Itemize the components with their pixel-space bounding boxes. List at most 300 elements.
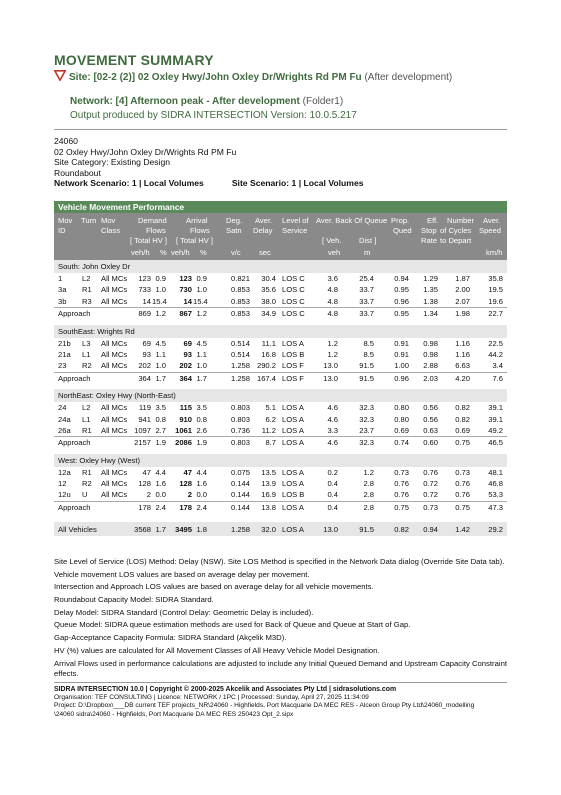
table-cell: 0.76: [423, 467, 438, 477]
table-cell: 2: [187, 490, 192, 500]
note-line: Vehicle movement LOS values are based on average delay per movement.: [54, 569, 310, 579]
table-cell: 0.76: [394, 490, 409, 500]
table-cell: 19.5: [488, 285, 503, 295]
table-cell: LOS F: [282, 373, 304, 383]
hdr-deg: Deg.: [226, 216, 243, 225]
table-cell: 35.6: [261, 285, 276, 295]
table-cell: 0.56: [423, 414, 438, 424]
table-cell: 1: [58, 274, 63, 283]
table-cell: R1: [82, 467, 92, 477]
hdr-to-depart: to Depart: [440, 236, 472, 245]
network-heading: [70, 96, 343, 107]
site-info: [54, 136, 364, 189]
table-cell: 178: [138, 502, 151, 512]
table-cell: 30.4: [261, 274, 276, 283]
table-row: [54, 296, 507, 307]
table-cell: 93: [183, 349, 192, 359]
table-cell: 0.514: [230, 349, 250, 359]
table-cell: 8.5: [363, 349, 374, 359]
table-cell: 0.63: [423, 425, 438, 435]
table-cell: 91.5: [359, 373, 374, 383]
approach-group-header: [54, 260, 507, 273]
table-cell: 3.5: [196, 403, 207, 413]
table-cell: L3: [82, 338, 91, 348]
table-cell: 1.0: [155, 285, 166, 295]
table-cell: 1.9: [196, 438, 207, 448]
hdr-arrival: Arrival: [186, 216, 208, 225]
site-label: Site: [02-2 (2)] 02 Oxley Hwy/John Oxley Dr/Wrights Rd PM Fu: [69, 72, 362, 83]
table-cell: All MCs: [101, 285, 128, 295]
yield-sign-icon: [54, 70, 66, 81]
table-cell: 1061: [175, 425, 192, 435]
table-cell: 1.258: [230, 373, 250, 383]
table-cell: 4.6: [327, 414, 338, 424]
note-line: HV (%) values are calculated for All Movement Classes of All Heavy Vehicle Model Designation.: [54, 645, 380, 655]
table-cell: 1.2: [327, 338, 338, 348]
table-cell: 0.144: [230, 479, 250, 489]
table-cell: 33.7: [359, 309, 374, 319]
table-cell: 4.6: [327, 403, 338, 413]
table-cell: 0.95: [394, 309, 409, 319]
table-cell: 0.514: [230, 338, 250, 348]
table-cell: 29.2: [488, 525, 503, 535]
table-cell: 910: [179, 414, 192, 424]
table-cell: L1: [82, 349, 91, 359]
table-cell: All MCs: [101, 296, 128, 306]
footer: [54, 682, 507, 719]
table-cell: 0.803: [230, 414, 250, 424]
table-cell: 3495: [175, 525, 192, 535]
hdr-service: Service: [282, 226, 308, 235]
site-name: 02 Oxley Hwy/John Oxley Dr/Wrights Rd PM Fu: [54, 146, 237, 157]
divider: [54, 129, 507, 130]
scenario-line: [54, 178, 364, 189]
hdr-mov2: Mov: [101, 216, 116, 225]
table-cell: 21b: [58, 338, 71, 348]
table-cell: 0.73: [423, 502, 438, 512]
table-cell: 1.00: [394, 361, 409, 371]
table-cell: 5.1: [265, 403, 276, 413]
note-line: Queue Model: SIDRA queue estimation methods are used for Back of Queue and Queue at Start of Gap.: [54, 620, 411, 630]
table-cell: 12: [58, 479, 67, 489]
table-cell: 867: [179, 309, 192, 319]
table-cell: 13.0: [323, 373, 338, 383]
table-cell: 32.3: [359, 414, 374, 424]
table-cell: 123: [179, 274, 192, 283]
table-cell: 0.853: [230, 309, 250, 319]
table-cell: 24a: [58, 414, 71, 424]
table-cell: 22.5: [488, 338, 503, 348]
table-cell: 0.98: [423, 349, 438, 359]
table-cell: 0.76: [394, 479, 409, 489]
table-cell: 0.72: [423, 479, 438, 489]
table-cell: All MCs: [101, 403, 128, 413]
unit-m: m: [364, 248, 371, 257]
table-cell: 1.16: [455, 349, 470, 359]
table-cell: 1.9: [155, 438, 166, 448]
approach-name: South: John Oxley Dr: [58, 262, 131, 271]
table-cell: 4.4: [196, 467, 207, 477]
table-cell: 167.4: [256, 373, 276, 383]
table-cell: 1.87: [455, 274, 470, 283]
table-cell: L2: [82, 274, 91, 283]
table-cell: 47: [142, 467, 151, 477]
table-cell: 0.0: [196, 490, 207, 500]
table-cell: 0.82: [455, 403, 470, 413]
table-cell: 0.98: [423, 338, 438, 348]
table-cell: LOS C: [282, 309, 305, 319]
table-cell: 0.76: [455, 490, 470, 500]
table-cell: 93: [142, 349, 151, 359]
table-cell: 3.3: [327, 425, 338, 435]
table-cell: 2.8: [363, 502, 374, 512]
footer-project: Project: D:\Dropbox\___DB current TEF projects_NR\24060 - Highfields, Port Macquarie DA MEC RES - Alceon Group Pty Ltd\24060_modelling: [54, 702, 475, 710]
table-cell: 1.2: [196, 309, 207, 319]
table-cell: LOS A: [282, 338, 304, 348]
table-cell: 4.8: [327, 309, 338, 319]
table-cell: 2.03: [423, 373, 438, 383]
hdr-level-of: Level of: [282, 216, 309, 225]
note-line: Arrival Flows used in performance calculations are adjusted to include any Initial Queued Demand and Upstream Capacity Constraint effects.: [54, 658, 507, 678]
table-cell: All Vehicles: [58, 525, 97, 535]
table-cell: All MCs: [101, 425, 128, 435]
table-cell: 0.73: [455, 467, 470, 477]
table-cell: 38.0: [261, 296, 276, 306]
table-cell: All MCs: [101, 490, 128, 500]
table-cell: 19.6: [488, 296, 503, 306]
footer-copyright: SIDRA INTERSECTION 10.0 | Copyright © 2000-2025 Akcelik and Associates Pty Ltd | sidrasolutions.com: [54, 686, 397, 693]
network-folder: (Folder1): [302, 96, 344, 107]
table-cell: 2086: [175, 438, 192, 448]
note-line: Roundabout Capacity Model: SIDRA Standard.: [54, 595, 214, 605]
table-cell: U: [82, 490, 88, 500]
table-cell: 91.5: [359, 361, 374, 371]
table-cell: 202: [179, 361, 192, 371]
table-cell: 26a: [58, 425, 71, 435]
table-cell: 0.9: [196, 274, 207, 283]
table-cell: LOS A: [282, 438, 304, 448]
movement-table: [54, 201, 507, 536]
hdr-back-queue: Aver. Back Of Queue: [316, 216, 388, 225]
table-cell: 1.6: [196, 479, 207, 489]
hdr-satn: Satn: [226, 226, 242, 235]
unit-sec: sec: [259, 248, 271, 257]
table-cell: 1.34: [423, 309, 438, 319]
table-row: [54, 273, 507, 284]
table-cell: 0.4: [327, 490, 338, 500]
site-scenario: Site Scenario: 1 | Local Volumes: [231, 178, 364, 189]
table-cell: R2: [82, 361, 92, 371]
note-line: Intersection and Approach LOS values are based on average delay for all vehicle movements.: [54, 582, 374, 592]
table-cell: 1.29: [423, 274, 438, 283]
hdr-total-hv2: [ Total HV ]: [176, 236, 214, 245]
table-cell: 11.1: [261, 338, 276, 348]
table-cell: 0.91: [394, 349, 409, 359]
table-cell: 1.16: [455, 338, 470, 348]
table-cell: LOS A: [282, 425, 304, 435]
table-cell: 2.7: [155, 425, 166, 435]
table-cell: 2.4: [196, 502, 207, 512]
approach-total-row: [54, 372, 507, 383]
table-cell: LOS C: [282, 296, 305, 306]
note-line: Gap-Acceptance Capacity Formula: SIDRA Standard (Akçelik M3D).: [54, 633, 287, 643]
table-cell: 48.1: [488, 467, 503, 477]
site-suffix: (After development): [364, 72, 453, 83]
site-heading: [54, 70, 524, 84]
output-line: Output produced by SIDRA INTERSECTION Version: 10.0.5.217: [70, 110, 357, 121]
unit-veh: veh: [328, 248, 341, 257]
table-row: [54, 425, 507, 436]
hdr-dist: Dist ]: [359, 236, 377, 245]
group-spacer: [54, 512, 507, 518]
hdr-of-cycles: of Cycles: [440, 226, 472, 235]
table-cell: LOS B: [282, 490, 305, 500]
approach-total-row: [54, 501, 507, 512]
table-cell: 33.7: [359, 296, 374, 306]
approach-group-header: [54, 325, 507, 338]
table-cell: 733: [138, 285, 151, 295]
table-cell: 4.8: [327, 285, 338, 295]
network-scenario: Network Scenario: 1 | Local Volumes: [54, 178, 204, 189]
hdr-aver: Aver.: [255, 216, 273, 225]
control-type: Roundabout: [54, 167, 101, 178]
table-cell: 1.7: [196, 373, 207, 383]
table-row: [54, 402, 507, 413]
table-cell: All MCs: [101, 274, 128, 283]
table-cell: 0.72: [423, 490, 438, 500]
table-cell: 13.5: [261, 467, 276, 477]
table-cell: 2.00: [455, 285, 470, 295]
table-cell: 14: [183, 296, 192, 306]
table-row: [54, 360, 507, 371]
table-row: [54, 478, 507, 489]
hdr-id: ID: [58, 226, 66, 235]
table-cell: 202: [138, 361, 151, 371]
table-cell: 15.4: [152, 296, 167, 306]
table-cell: Approach: [58, 309, 91, 319]
table-cell: 0.94: [394, 274, 409, 283]
table-cell: 0.75: [455, 502, 470, 512]
page-title: MOVEMENT SUMMARY: [54, 52, 214, 68]
hdr-flows: Flows: [146, 226, 166, 235]
unit-kmh: km/h: [486, 248, 503, 257]
hdr-veh: [ Veh.: [322, 236, 342, 245]
table-cell: 1.0: [196, 285, 207, 295]
table-cell: 364: [138, 373, 151, 383]
hdr-demand: Demand: [138, 216, 167, 225]
table-cell: L2: [82, 403, 91, 413]
table-cell: 0.82: [455, 414, 470, 424]
table-cell: LOS C: [282, 274, 305, 283]
table-cell: 0.853: [230, 296, 250, 306]
table-cell: All MCs: [101, 361, 128, 371]
table-cell: 0.4: [327, 502, 338, 512]
table-cell: 3.6: [327, 274, 338, 283]
table-cell: 69: [142, 338, 151, 348]
table-cell: 1097: [134, 425, 151, 435]
table-cell: 0.0: [155, 490, 166, 500]
table-cell: 1.42: [455, 525, 470, 535]
table-cell: LOS A: [282, 479, 304, 489]
table-cell: Approach: [58, 373, 91, 383]
table-cell: 2.8: [363, 479, 374, 489]
hdr-speed: Speed: [479, 226, 501, 235]
note-line: Site Level of Service (LOS) Method: Delay (NSW). Site LOS Method is specified in the Network Data dialog (Override Site Data tab).: [54, 557, 505, 566]
table-cell: 0.75: [455, 438, 470, 448]
site-id: 24060: [54, 136, 78, 146]
table-cell: 91.5: [359, 525, 374, 535]
table-cell: 13.0: [323, 361, 338, 371]
table-cell: R1: [82, 285, 92, 295]
table-cell: 8.5: [363, 338, 374, 348]
table-cell: Approach: [58, 438, 91, 448]
table-cell: 14: [142, 296, 151, 306]
footer-project-cont: \24060 sidra\24060 - Highfields, Port Macquarie DA MEC RES 250423 Opt_2.sipx: [54, 710, 294, 718]
table-cell: 2.6: [196, 425, 207, 435]
table-cell: 69: [183, 338, 192, 348]
hdr-rate: Rate: [421, 236, 438, 245]
table-cell: 49.2: [488, 425, 503, 435]
table-cell: 25.4: [359, 274, 374, 283]
table-cell: 4.5: [196, 338, 207, 348]
table-cell: LOS A: [282, 414, 304, 424]
table-cell: 1.7: [155, 525, 166, 535]
hdr-mov: Mov: [58, 216, 73, 225]
table-cell: R3: [82, 296, 92, 306]
approach-name: West: Oxley Hwy (West): [58, 455, 140, 465]
hdr-turn: Turn: [81, 216, 97, 225]
table-cell: 0.803: [230, 438, 250, 448]
table-cell: 32.0: [261, 525, 276, 535]
hdr-eff: Eff.: [427, 216, 439, 225]
table-cell: 119: [138, 403, 151, 413]
table-cell: 15.4: [193, 296, 208, 306]
table-cell: 2.4: [155, 502, 166, 512]
table-cell: 0.96: [394, 373, 409, 383]
table-cell: 3b: [58, 296, 67, 306]
table-cell: LOS B: [282, 349, 305, 359]
table-cell: 35.8: [488, 274, 503, 283]
hdr-prop: Prop.: [391, 216, 410, 225]
table-cell: 290.2: [256, 361, 276, 371]
table-cell: 0.76: [455, 479, 470, 489]
table-cell: 0.9: [155, 274, 166, 283]
table-cell: All MCs: [101, 467, 128, 477]
table-cell: 12a: [58, 467, 71, 477]
table-cell: 53.3: [488, 490, 503, 500]
table-cell: 0.60: [423, 438, 438, 448]
table-cell: 869: [138, 309, 151, 319]
table-cell: LOS A: [282, 502, 304, 512]
table-cell: 8.7: [265, 438, 276, 448]
approach-total-row: [54, 307, 507, 318]
table-cell: Approach: [58, 502, 91, 512]
table-cell: 0.91: [394, 338, 409, 348]
table-cell: LOS A: [282, 525, 304, 535]
table-row: [54, 489, 507, 500]
unit-pct: %: [160, 248, 167, 257]
table-cell: LOS C: [282, 285, 305, 295]
table-cell: R2: [82, 479, 92, 489]
unit-veh-h: veh/h: [131, 248, 150, 257]
table-row: [54, 467, 507, 478]
table-cell: 4.4: [155, 467, 166, 477]
table-cell: LOS A: [282, 403, 304, 413]
footer-organisation: Organisation: TEF CONSULTING | Licence: NETWORK / 1PC | Processed: Sunday, April 27, 2025 11:34:09: [54, 694, 369, 702]
table-cell: 0.80: [394, 414, 409, 424]
table-cell: 0.69: [394, 425, 409, 435]
table-cell: 23.7: [359, 425, 374, 435]
table-cell: 364: [179, 373, 192, 383]
table-cell: 2157: [134, 438, 151, 448]
hdr-stop: Stop: [421, 226, 437, 235]
table-cell: 0.144: [230, 490, 250, 500]
table-cell: 0.8: [155, 414, 166, 424]
table-cell: All MCs: [101, 349, 128, 359]
table-cell: 6.2: [265, 414, 276, 424]
table-cell: 1.98: [455, 309, 470, 319]
table-cell: 1.0: [155, 361, 166, 371]
hdr-class: Class: [101, 226, 120, 235]
table-cell: 1.0: [196, 361, 207, 371]
table-cell: 3.4: [492, 361, 503, 371]
table-cell: 0.74: [394, 438, 409, 448]
approach-name: SouthEast: Wrights Rd: [58, 326, 135, 336]
table-cell: 4.6: [327, 438, 338, 448]
table-cell: 11.2: [261, 425, 276, 435]
table-cell: 13.0: [323, 525, 338, 535]
table-cell: 13.9: [261, 479, 276, 489]
table-cell: 1.2: [327, 349, 338, 359]
site-category: Site Category: Existing Design: [54, 157, 171, 168]
table-cell: 3.5: [155, 403, 166, 413]
table-row: [54, 338, 507, 349]
table-cell: 39.1: [488, 414, 503, 424]
table-cell: 1.1: [155, 349, 166, 359]
table-row: [54, 284, 507, 295]
table-cell: 1.35: [423, 285, 438, 295]
table-cell: All MCs: [101, 338, 128, 348]
table-cell: 21a: [58, 349, 71, 359]
table-row: [54, 414, 507, 425]
table-cell: 0.144: [230, 502, 250, 512]
table-cell: All MCs: [101, 414, 128, 424]
table-cell: 0.80: [394, 403, 409, 413]
hdr-delay: Delay: [253, 226, 273, 235]
hdr-aver-speed: Aver.: [483, 216, 501, 225]
table-cell: 4.8: [327, 296, 338, 306]
unit-veh-h2: veh/h: [171, 248, 190, 257]
table-cell: 0.95: [394, 285, 409, 295]
table-cell: 34.9: [261, 309, 276, 319]
table-cell: 46.5: [488, 438, 503, 448]
table-header: [54, 213, 507, 260]
table-cell: 39.1: [488, 403, 503, 413]
table-cell: 0.2: [327, 467, 338, 477]
approach-name: NorthEast: Oxley Hwy (North-East): [58, 391, 176, 401]
table-cell: 4.20: [455, 373, 470, 383]
table-cell: 0.56: [423, 403, 438, 413]
approach-group-header: [54, 454, 507, 467]
table-cell: 16.8: [261, 349, 276, 359]
table-cell: 1.1: [196, 349, 207, 359]
table-cell: 16.9: [261, 490, 276, 500]
table-cell: 7.6: [492, 373, 503, 383]
table-cell: 1.8: [196, 525, 207, 535]
table-cell: 1.258: [230, 525, 250, 535]
table-cell: 2.88: [423, 361, 438, 371]
table-cell: All MCs: [101, 479, 128, 489]
